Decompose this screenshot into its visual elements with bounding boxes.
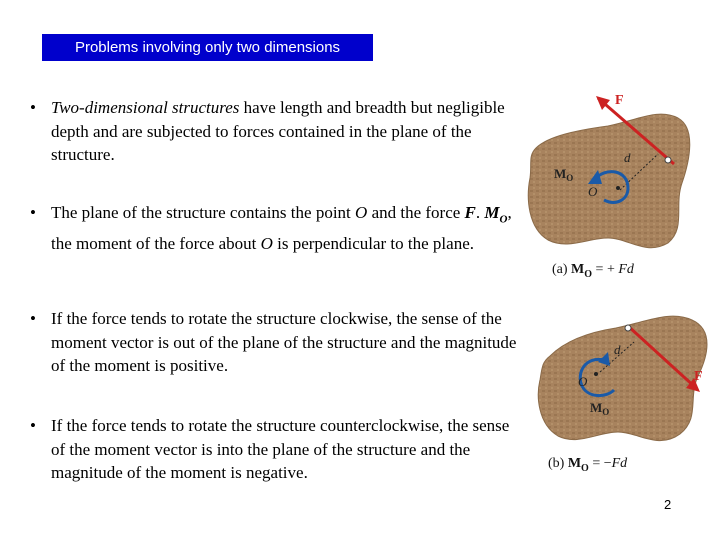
- page-number: 2: [664, 497, 672, 512]
- bullet-item: • If the force tends to rotate the structure clockwise, the sense of the moment vector is out of the plane of the structure and the magnitude of the moment is positive.: [30, 309, 517, 375]
- plate-shape: [528, 114, 689, 248]
- force-label: F: [615, 93, 624, 108]
- bullet-item: • The plane of the structure contains the point O and the force F. $M_O$, the moment of the force about O is perpendicular to the plane.: [30, 203, 512, 253]
- force-label: F: [694, 369, 703, 384]
- figure-a-diagram: [518, 88, 718, 258]
- figure-a-caption: (a) $M_O$ = + Fd: [552, 262, 634, 280]
- bullet-item: • If the force tends to rotate the structure counterclockwise, the sense of the moment vector is into the plane of the structure and the magnitude of the moment is negative.: [30, 416, 510, 482]
- bullet-dot: •: [30, 309, 36, 328]
- point-o-marker: [616, 186, 620, 190]
- force-point: [665, 157, 671, 163]
- point-label: O: [578, 374, 588, 389]
- moment-label: $M_O$: [554, 166, 574, 183]
- bullet-dot: •: [30, 98, 36, 117]
- figure-b-caption: (b) $M_O = -Fd$: [548, 456, 628, 474]
- bullet-dot: •: [30, 416, 36, 435]
- distance-label: d: [614, 342, 621, 357]
- bullet-item: • Two-dimensional structures have length and breadth but negligible depth and are subjected to forces contained in the plane of the structure.: [30, 98, 505, 164]
- force-point: [625, 325, 631, 331]
- distance-label: d: [624, 150, 631, 165]
- plate-shape: [538, 316, 707, 440]
- bullet-dot: •: [30, 203, 36, 222]
- slide-title: Problems involving only two dimensions: [42, 34, 373, 61]
- point-label: O: [588, 184, 598, 199]
- point-o-marker: [594, 372, 598, 376]
- figure-b-diagram: [530, 300, 720, 460]
- moment-label: $M_O$: [590, 400, 610, 417]
